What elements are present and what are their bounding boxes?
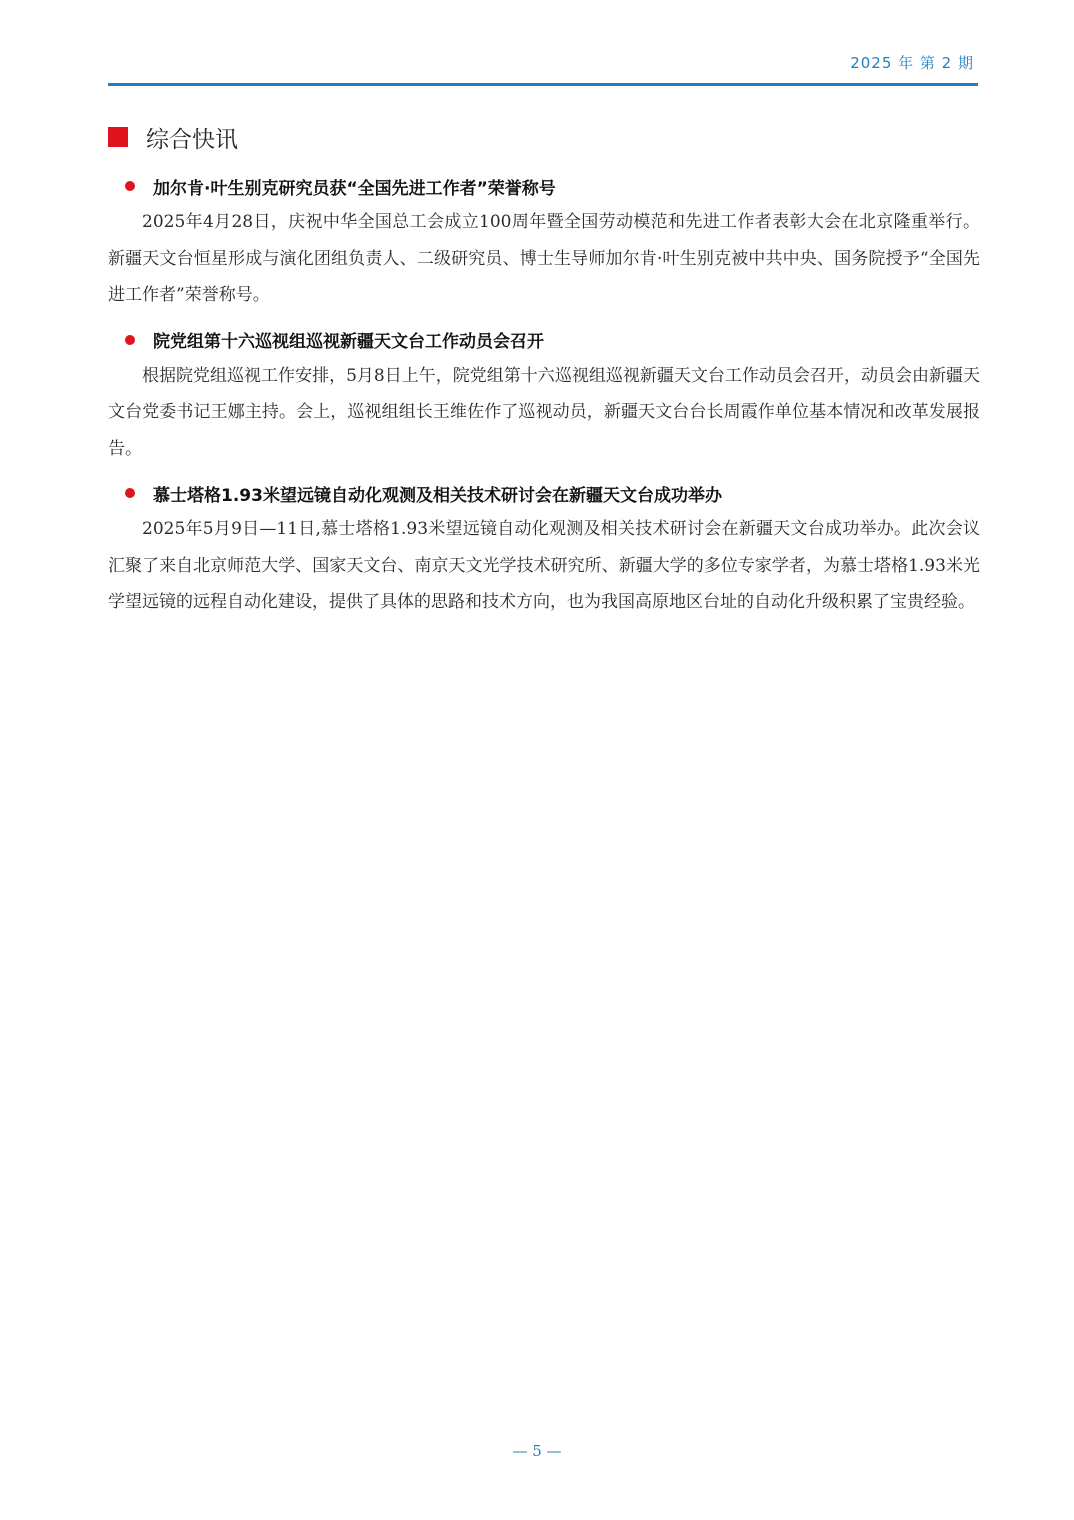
news-title: 慕士塔格1.93米望远镜自动化观测及相关技术研讨会在新疆天文台成功举办 [153,485,722,506]
news-body: 2025年4月28日，庆祝中华全国总工会成立100周年暨全国劳动模范和先进工作者表彰大会在北京隆重举行。新疆天文台恒星形成与演化团组负责人、二级研究员、博士生导师加尔肯·叶生别克被中共中央、国务院授予“全国先进工作者”荣誉称号。 [108,212,980,305]
section-heading [108,121,238,153]
section-title: 综合快讯 [146,126,238,153]
red-bullet-icon [125,181,135,191]
news-body: 2025年5月9日—11日,慕士塔格1.93米望远镜自动化观测及相关技术研讨会在新疆天文台成功举办。此次会议汇聚了来自北京师范大学、国家天文台、南京天文光学技术研究所、新疆大学的多位专家学者，为慕士塔格1.93米光学望远镜的远程自动化建设，提供了具体的思路和技术方向，也为我国高原地区台址的自动化升级积累了宝贵经验。 [108,519,980,612]
news-title: 院党组第十六巡视组巡视新疆天文台工作动员会召开 [153,332,544,352]
news-headline [108,475,980,511]
issue-label: 2025 年 第 2 期 [850,54,974,72]
page-number: — 5 — [512,1442,562,1460]
news-item [108,322,980,468]
news-headline [108,322,980,358]
red-bullet-icon [125,335,135,345]
header-divider [108,83,978,86]
news-list [108,168,980,629]
red-square-icon [108,127,128,147]
news-headline [108,168,980,204]
news-item [108,168,980,314]
news-item [108,475,980,621]
news-body: 根据院党组巡视工作安排，5月8日上午，院党组第十六巡视组巡视新疆天文台工作动员会召开，动员会由新疆天文台党委书记王娜主持。会上，巡视组组长王维佐作了巡视动员，新疆天文台台长周霞作单位基本情况和改革发展报告。 [108,365,980,459]
red-bullet-icon [125,488,135,498]
news-title: 加尔肯·叶生别克研究员获“全国先进工作者”荣誉称号 [153,178,556,199]
